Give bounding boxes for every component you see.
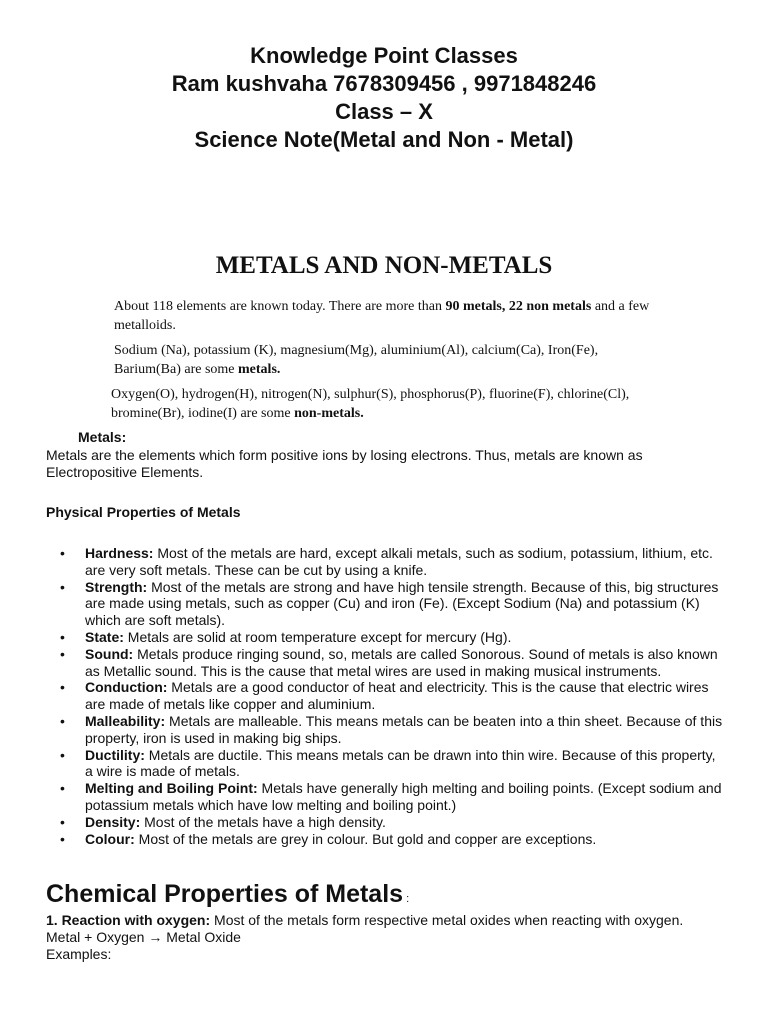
header-subject: Science Note(Metal and Non - Metal) — [194, 127, 574, 152]
chemical-properties-heading — [46, 880, 409, 909]
intro-text: Sodium (Na), potassium (K), magnesium(Mg), aluminium(Al), calcium(Ca), Iron(Fe), Barium(Ba) are some — [114, 343, 599, 377]
bullet-icon: • — [60, 746, 65, 763]
intro-emphasis: 90 metals, 22 non metals — [445, 299, 592, 314]
reaction-text: Most of the metals form respective metal oxides when reacting with oxygen. — [210, 912, 684, 928]
metals-label: Metals: — [78, 429, 127, 445]
property-text: Metals are a good conductor of heat and electricity. This is the cause that electric wires are made of metals like copper and aluminium. — [85, 679, 709, 713]
bullet-icon: • — [60, 628, 65, 645]
bullet-icon: • — [60, 813, 65, 830]
intro-paragraph-nonmetals — [111, 385, 671, 423]
metals-definition: Metals are the elements which form positive ions by losing electrons. Thus, metals are known as Electropositive Elements. — [46, 447, 643, 480]
header-contact: Ram kushvaha 7678309456 , 9971848246 — [171, 71, 597, 96]
property-term: Density: — [85, 813, 141, 830]
property-term: Melting and Boiling Point: — [85, 780, 258, 797]
list-item — [46, 831, 726, 848]
bullet-icon: • — [60, 578, 65, 595]
physical-properties-list — [46, 545, 726, 847]
list-item — [46, 747, 726, 781]
physical-properties-heading: Physical Properties of Metals — [46, 504, 241, 520]
property-term: Ductility: — [85, 746, 145, 763]
property-term: Strength: — [85, 578, 148, 595]
bullet-icon: • — [60, 712, 65, 729]
intro-paragraph-metals — [114, 341, 634, 379]
list-item — [46, 713, 726, 747]
list-item — [46, 679, 726, 713]
bullet-icon: • — [60, 645, 65, 662]
property-text: Metals are malleable. This means metals can be beaten into a thin sheet. Because of this property, iron is used in making big ships. — [85, 712, 723, 746]
chemical-heading-text: Chemical Properties of Metals — [46, 880, 404, 908]
examples-label: Examples: — [46, 946, 112, 962]
property-text: Metals are ductile. This means metals can be drawn into thin wire. Because of this property, a wire is made of metals. — [85, 746, 716, 780]
chemical-heading-colon: : — [403, 893, 410, 905]
chemical-properties-body — [46, 912, 736, 963]
intro-emphasis: non-metals. — [294, 406, 364, 421]
property-text: Most of the metals are grey in colour. But gold and copper are exceptions. — [134, 830, 597, 847]
intro-text: About 118 elements are known today. There are more than — [114, 299, 446, 314]
list-item — [46, 646, 726, 680]
page-title: METALS AND NON-METALS — [215, 252, 553, 279]
reaction-oxygen — [46, 912, 736, 929]
property-term: Colour: — [85, 830, 135, 847]
list-item — [46, 545, 726, 579]
list-item — [46, 629, 726, 646]
reaction-term: 1. Reaction with oxygen: — [46, 912, 211, 928]
intro-text: and a few metalloids. — [114, 299, 650, 333]
property-text: Metals produce ringing sound, so, metals are called Sonorous. Sound of metals is also known as Metallic sound. This is the cause that metal wires are used in making musical instruments. — [85, 645, 718, 679]
property-text: Metals are solid at room temperature except for mercury (Hg). — [123, 628, 512, 645]
property-text: Most of the metals are strong and have high tensile strength. Because of this, big structures are made using metals, such as copper (Cu) and iron (Fe). (Except Sodium (Na) and potassium (K) which are soft metals). — [85, 578, 719, 629]
bullet-icon: • — [60, 780, 65, 797]
bullet-icon: • — [60, 830, 65, 847]
intro-paragraph-count — [114, 297, 674, 335]
bullet-icon: • — [60, 545, 65, 561]
intro-emphasis: metals. — [238, 362, 281, 377]
property-text: Most of the metals are hard, except alkali metals, such as sodium, potassium, lithium, etc. are very soft metals. These can be cut by using a knife. — [85, 545, 713, 578]
reaction-equation: Metal + Oxygen → Metal Oxide — [46, 929, 241, 945]
property-text: Most of the metals have a high density. — [140, 813, 386, 830]
property-term: Hardness: — [85, 545, 154, 561]
list-item — [46, 814, 726, 831]
property-term: State: — [85, 628, 124, 645]
intro-text: Oxygen(O), hydrogen(H), nitrogen(N), sulphur(S), phosphorus(P), fluorine(F), chlorine(Cl), bromine(Br), iodine(I) are some — [111, 387, 630, 421]
property-text: Metals have generally high melting and boiling points. (Except sodium and potassium metals which have low melting and boiling point.) — [85, 780, 722, 813]
header-institute: Knowledge Point Classes — [250, 43, 518, 68]
header-class: Class – X — [335, 99, 433, 124]
property-term: Malleability: — [85, 712, 166, 729]
list-item — [46, 780, 726, 814]
bullet-icon: • — [60, 679, 65, 696]
property-term: Conduction: — [85, 679, 168, 696]
list-item — [46, 579, 726, 629]
property-term: Sound: — [85, 645, 134, 662]
